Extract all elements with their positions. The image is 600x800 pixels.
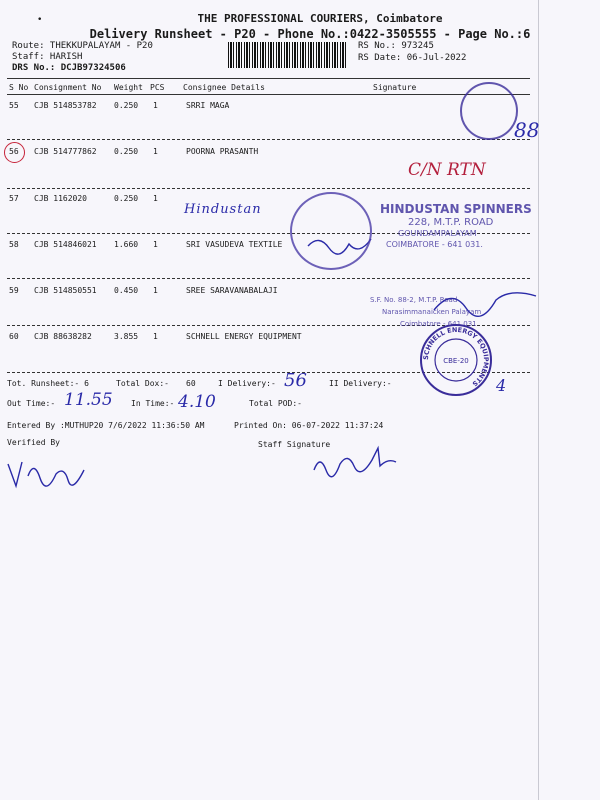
col-consignee: Consignee Details bbox=[183, 83, 265, 92]
row-weight: 0.250 bbox=[114, 194, 139, 203]
ii-delivery-value: 4 bbox=[496, 376, 507, 395]
ii-delivery-label: II Delivery:- bbox=[329, 379, 392, 388]
hindustan-stamp-addr1: 228, M.T.P. ROAD bbox=[408, 217, 494, 228]
verifier-signature bbox=[6, 456, 86, 496]
row-consignment: CJB 514853782 bbox=[34, 101, 97, 110]
header-rule-bottom bbox=[7, 94, 530, 95]
row-consignee: SCHNELL ENERGY EQUIPMENT bbox=[186, 332, 302, 341]
row-consignment: CJB 88638282 bbox=[34, 332, 92, 341]
total-runsheet: Tot. Runsheet:- 6 bbox=[7, 379, 89, 388]
col-sno: S No bbox=[9, 83, 29, 92]
verified-by-label: Verified By bbox=[7, 438, 60, 447]
saravana-stamp-line3: Coimbatore - 641 031 bbox=[400, 320, 477, 328]
in-time-value: 4.10 bbox=[178, 392, 216, 412]
row-weight: 0.450 bbox=[114, 286, 139, 295]
drs-number: DRS No.: DCJB97324506 bbox=[12, 63, 126, 73]
row-weight: 3.855 bbox=[114, 332, 139, 341]
col-pcs: PCS bbox=[150, 83, 165, 92]
row-pcs: 1 bbox=[153, 240, 158, 249]
rs-date: RS Date: 06-Jul-2022 bbox=[358, 53, 467, 63]
staff-text: Staff: HARISH bbox=[12, 52, 83, 62]
printed-on: Printed On: 06-07-2022 11:37:24 bbox=[234, 421, 384, 430]
schnell-round-stamp bbox=[418, 322, 494, 398]
row56-handwritten-note: C/N RTN bbox=[408, 160, 486, 180]
row-consignment: CJB 514850551 bbox=[34, 286, 97, 295]
row-sno: 57 bbox=[9, 194, 19, 203]
total-pod-label: Total POD:- bbox=[249, 399, 302, 408]
row-pcs: 1 bbox=[153, 194, 158, 203]
row55-handwritten-mark: 88 bbox=[514, 118, 540, 142]
sno-circle-mark bbox=[4, 142, 25, 163]
schnell-stamp-ring-text: SCHNELL ENERGY EQUIPMENTS bbox=[421, 325, 491, 388]
staff-signature bbox=[310, 444, 400, 478]
schnell-stamp-center: CBE-20 bbox=[443, 357, 469, 365]
i-delivery-label: I Delivery:- bbox=[218, 379, 276, 388]
saravana-stamp-line1: S.F. No. 88-2, M.T.P. Road bbox=[370, 296, 458, 304]
textile-round-stamp bbox=[290, 192, 372, 270]
electricals-round-stamp bbox=[460, 82, 518, 140]
row-pcs: 1 bbox=[153, 286, 158, 295]
company-title: THE PROFESSIONAL COURIERS, Coimbatore bbox=[197, 12, 443, 25]
runsheet-title: Delivery Runsheet - P20 - Phone No.:0422-3505555 - Page No.:6 bbox=[89, 27, 531, 41]
hindustan-stamp-addr2: GOUNDAMPALAYAM bbox=[398, 229, 477, 238]
row-weight: 0.250 bbox=[114, 101, 139, 110]
row-consignee: SRRI MAGA bbox=[186, 101, 230, 110]
in-time-label: In Time:- bbox=[131, 399, 175, 408]
row-pcs: 1 bbox=[153, 101, 158, 110]
row-consignee: SREE SARAVANABALAJI bbox=[186, 286, 278, 295]
row-sno: 59 bbox=[9, 286, 19, 295]
punch-mark: • bbox=[37, 15, 43, 25]
row-pcs: 1 bbox=[153, 147, 158, 156]
row-consignment: CJB 514846021 bbox=[34, 240, 97, 249]
row-sno: 58 bbox=[9, 240, 19, 249]
col-weight: Weight bbox=[114, 83, 143, 92]
header-rule-top bbox=[7, 78, 530, 79]
row57-handwritten-name: Hindustan bbox=[184, 202, 262, 217]
saravana-stamp-line2: Narasimmanaicken Palayam bbox=[382, 308, 482, 316]
out-time-value: 11.55 bbox=[64, 390, 113, 410]
route-text: Route: THEKKUPALAYAM - P20 bbox=[12, 41, 153, 51]
entered-by: Entered By :MUTHUP20 7/6/2022 11:36:50 AM bbox=[7, 421, 205, 430]
row-divider bbox=[7, 278, 530, 279]
row-consignee: POORNA PRASANTH bbox=[186, 147, 259, 156]
row-consignment: CJB 514777862 bbox=[34, 147, 97, 156]
row-pcs: 1 bbox=[153, 332, 158, 341]
total-dox-label: Total Dox:- bbox=[116, 379, 169, 388]
total-dox-value: 60 bbox=[186, 379, 196, 388]
col-signature: Signature bbox=[373, 83, 417, 92]
hindustan-stamp-name: HINDUSTAN SPINNERS bbox=[380, 202, 532, 216]
staff-signature-label: Staff Signature bbox=[258, 440, 331, 449]
row-sno: 56 bbox=[9, 147, 19, 156]
out-time-label: Out Time:- bbox=[7, 399, 56, 408]
row-weight: 0.250 bbox=[114, 147, 139, 156]
row-sno: 60 bbox=[9, 332, 19, 341]
row-consignment: CJB 1162020 bbox=[34, 194, 87, 203]
row-sno: 55 bbox=[9, 101, 19, 110]
row-divider bbox=[7, 188, 530, 189]
row-divider bbox=[7, 139, 530, 140]
row-consignee: SRI VASUDEVA TEXTILE bbox=[186, 240, 283, 249]
barcode bbox=[228, 42, 346, 68]
hindustan-stamp-addr3: COIMBATORE - 641 031. bbox=[386, 240, 483, 249]
rs-number: RS No.: 973245 bbox=[358, 41, 434, 51]
row-weight: 1.660 bbox=[114, 240, 139, 249]
col-consignment: Consignment No bbox=[34, 83, 102, 92]
i-delivery-value: 56 bbox=[284, 370, 307, 391]
